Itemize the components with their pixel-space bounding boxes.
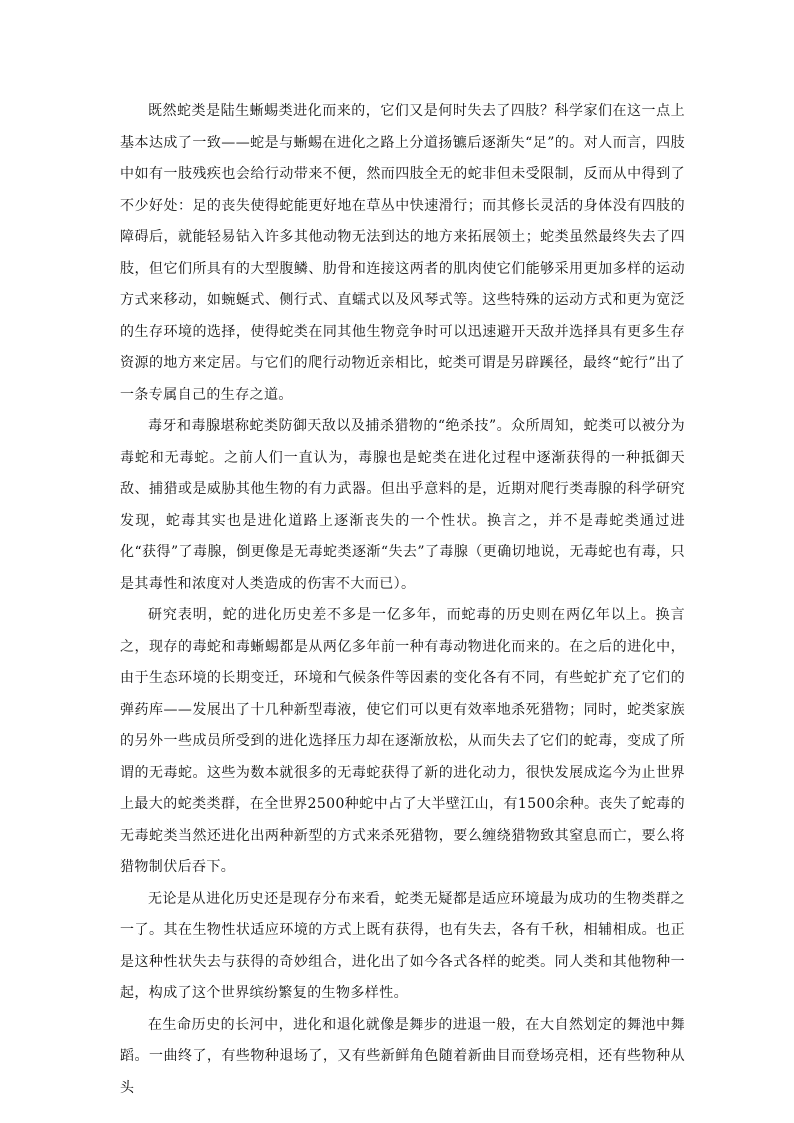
paragraph-venom-history: 研究表明，蛇的进化历史差不多是一亿多年，而蛇毒的历史则在两亿年以上。换言之，现存的毒蛇和毒蜥蜴都是从两亿多年前一种有毒动物进化而来的。在之后的进化中，由于生态环境的长期变迁，环境和气候条件等因素的变化各有不同，有些蛇扩充了它们的弹药库——发展出了十几种新型毒液，使它们可以更有效率地杀死猎物；同时，蛇类家族的另外一些成员所受到的进化选择压力却在逐渐放松，从而失去了它们的蛇毒，变成了所谓的无毒蛇。这些为数本就很多的无毒蛇获得了新的进化动力，很快发展成迄今为止世界上最大的蛇类类群，在全世界2500种蛇中占了大半壁江山，有1500余种。丧失了蛇毒的无毒蛇类当然还进化出两种新型的方式来杀死猎物，要么缠绕猎物致其窒息而亡，要么将猎物制伏后吞下。 xyxy=(120,607,685,875)
paragraph-venom-glands: 毒牙和毒腺堪称蛇类防御天敌以及捕杀猎物的“绝杀技”。众所周知，蛇类可以被分为毒蛇和无毒蛇。之前人们一直认为，毒腺也是蛇类在进化过程中逐渐获得的一种抵御天敌、捕猎或是威胁其他生物的有力武器。但出乎意料的是，近期对爬行类毒腺的科学研究发现，蛇毒其实也是进化道路上逐渐丧失的一个性状。换言之，并不是毒蛇类通过进化“获得”了毒腺，倒更像是无毒蛇类逐渐“失去”了毒腺（更确切地说，无毒蛇也有毒，只是其毒性和浓度对人类造成的伤害不大而已）。 xyxy=(120,418,685,592)
paragraph-evolution-dance: 在生命历史的长河中，进化和退化就像是舞步的进退一般，在大自然划定的舞池中舞蹈。一曲终了，有些物种退场了，又有些新鲜角色随着新曲目而登场亮相，还有些物种从头 xyxy=(120,1016,685,1096)
document-body xyxy=(120,96,685,1104)
paragraph-snake-lost-limbs: 既然蛇类是陆生蜥蜴类进化而来的，它们又是何时失去了四肢？科学家们在这一点上基本达成了一致——蛇是与蜥蜴在进化之路上分道扬镳后逐渐失“足”的。对人而言，四肢中如有一肢残疾也会给行动带来不便，然而四肢全无的蛇非但未受限制，反而从中得到了不少好处：足的丧失使得蛇能更好地在草丛中快速滑行；而其修长灵活的身体没有四肢的障碍后，就能轻易钻入许多其他动物无法到达的地方来拓展领土；蛇类虽然最终失去了四肢，但它们所具有的大型腹鳞、肋骨和连接这两者的肌肉使它们能够采用更加多样的运动方式来移动，如蜿蜒式、侧行式、直蠕式以及风琴式等。这些特殊的运动方式和更为宽泛的生存环境的选择，使得蛇类在同其他生物竞争时可以迅速避开天敌并选择具有更多生存资源的地方来定居。与它们的爬行动物近亲相比，蛇类可谓是另辟蹊径，最终“蛇行”出了一条专属自己的生存之道。 xyxy=(120,103,685,403)
paragraph-adaptation: 无论是从进化历史还是现存分布来看，蛇类无疑都是适应环境最为成功的生物类群之一了。其在生物性状适应环境的方式上既有获得，也有失去，各有千秋，相辅相成。也正是这种性状失去与获得的奇妙组合，进化出了如今各式各样的蛇类。同人类和其他物种一起，构成了这个世界缤纷繁复的生物多样性。 xyxy=(120,890,685,1001)
